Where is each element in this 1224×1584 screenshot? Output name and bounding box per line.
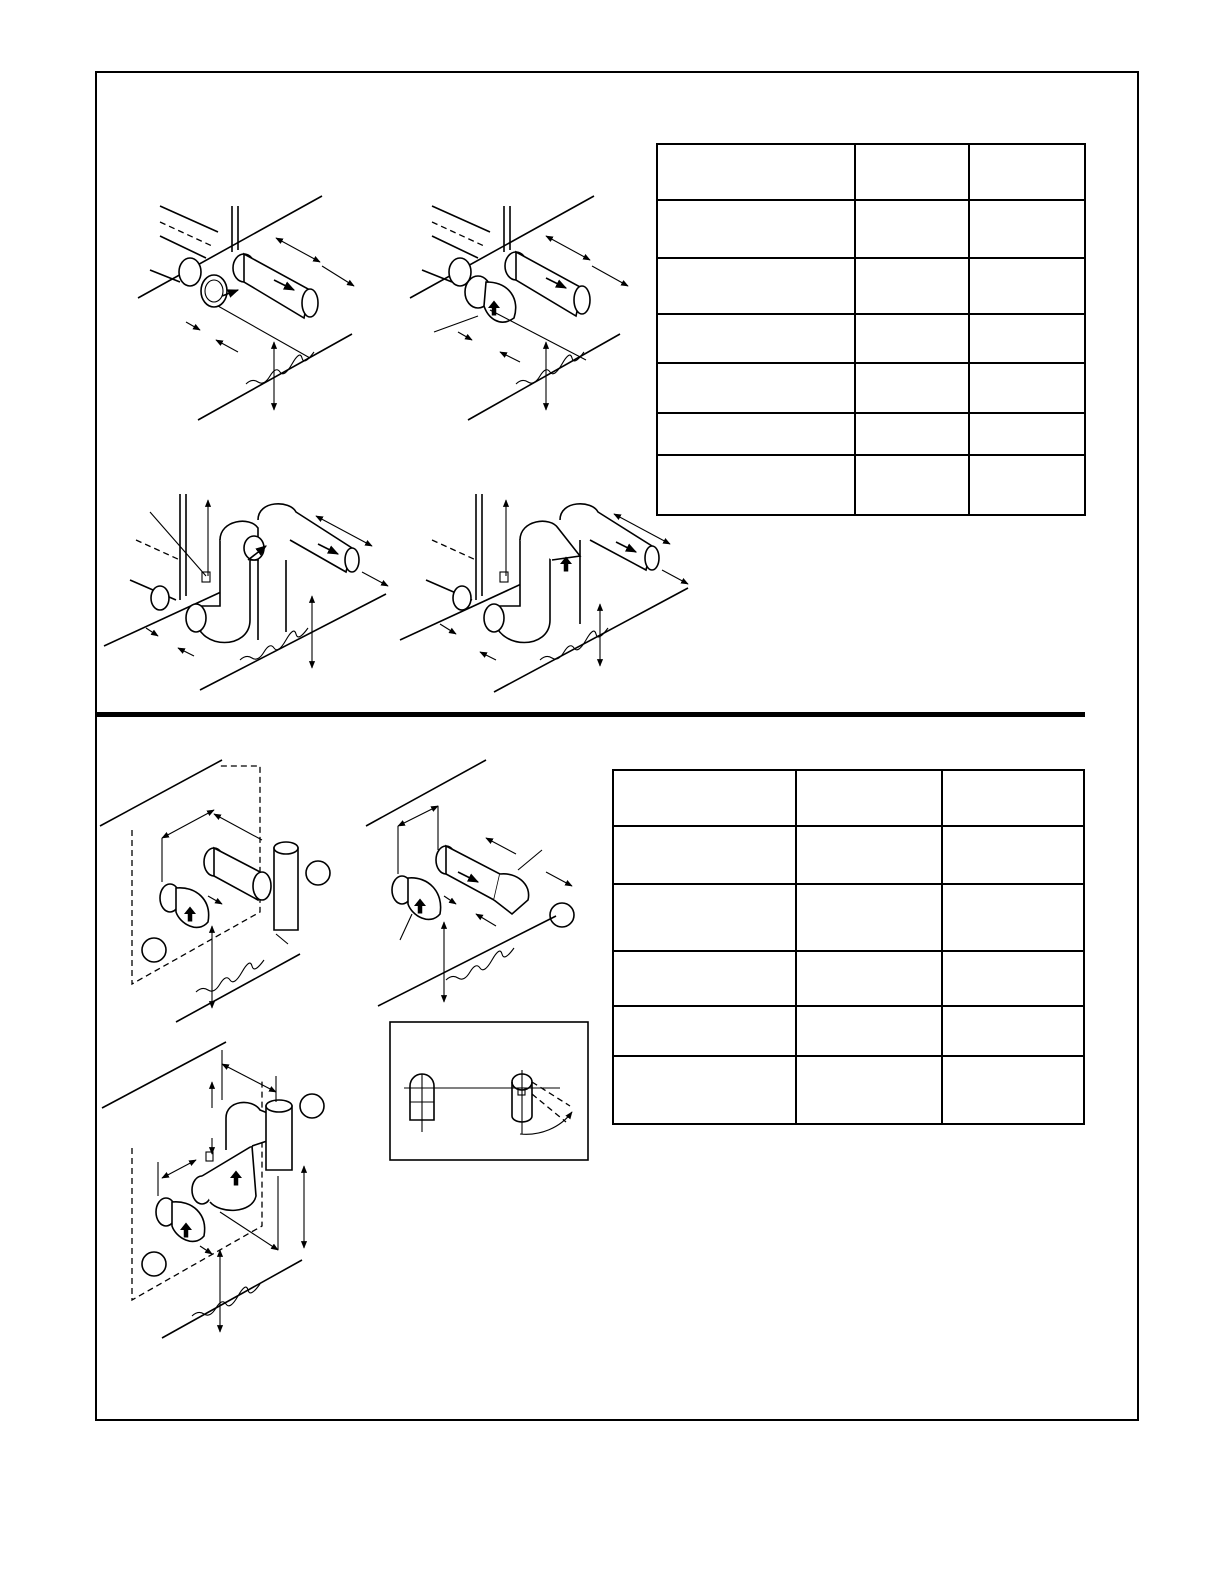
figure-wall-elbow-down: [366, 760, 574, 1006]
figure-elbow-up: [410, 196, 628, 420]
detail-inset: [390, 1022, 588, 1160]
figure-trap-horizontal: [104, 494, 388, 690]
callout-circle: [142, 1252, 166, 1276]
callout-circle: [300, 1094, 324, 1118]
wall-bracket-icon: [500, 572, 508, 582]
pipe-tee-icon: [160, 842, 298, 930]
figure-wall-trap-tee: [102, 1042, 324, 1338]
figure-wall-tee: [100, 760, 330, 1022]
figure-trap-elbow: [400, 494, 688, 692]
pipe-elbow-icon: [392, 846, 529, 919]
callout-circle: [550, 903, 574, 927]
pipe-end-angled-icon: [512, 1070, 572, 1134]
pipe-elbow-icon: [449, 252, 590, 322]
figure-straight-horizontal: [138, 196, 354, 420]
callout-circle: [142, 938, 166, 962]
callout-circle: [306, 861, 330, 885]
